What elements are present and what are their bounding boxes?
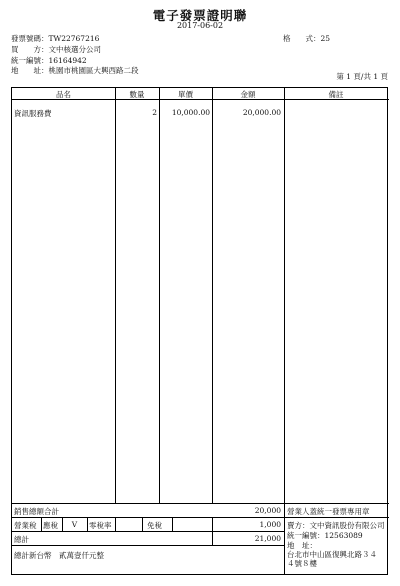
- tax-type-box-divider: [142, 517, 143, 531]
- tax-type-box-divider: [115, 517, 116, 531]
- buyer-address: 地 址：桃園市桃園區大興西路二段: [11, 66, 139, 75]
- column-divider: [159, 88, 160, 503]
- seller-tax-id: 統一編號：12563089: [287, 531, 363, 540]
- column-header-amount: 金額: [240, 90, 256, 99]
- column-divider: [284, 88, 285, 503]
- buyer-name: 買 方：文中核選分公司: [11, 45, 101, 54]
- taxable-check-mark: V: [71, 520, 78, 529]
- column-header-item: 品名: [56, 90, 71, 99]
- subtotal-value: 20,000: [254, 506, 281, 515]
- row-divider: [12, 531, 284, 532]
- row-item-name: 資訊服務費: [14, 109, 52, 118]
- invoice-date: 2017-06-02: [176, 21, 224, 30]
- seller-divider: [284, 517, 389, 518]
- tax-value: 1,000: [259, 520, 281, 529]
- amount-in-words: 總計新台幣 貳萬壹仟元整: [14, 551, 104, 560]
- tax-type-box-divider: [87, 517, 88, 531]
- seller-name: 賣方：文中資訊股份有限公司: [287, 521, 385, 530]
- tax-type-label: 營業稅: [14, 521, 37, 530]
- summary-divider: [12, 503, 389, 504]
- column-header-unit-price: 單價: [178, 90, 193, 99]
- seller-stamp-title: 營業人蓋統一發票專用章: [287, 507, 370, 516]
- invoice-number: 發票號碼：TW22767216: [11, 34, 100, 43]
- row-divider: [12, 517, 284, 518]
- column-header-note: 備註: [328, 90, 344, 99]
- document-title: 電子發票證明聯: [152, 8, 248, 23]
- subtotal-label: 銷售總額合計: [14, 507, 59, 516]
- row-unit-price: 10,000.00: [171, 108, 210, 117]
- row-quantity: 2: [152, 108, 157, 117]
- seller-address-label: 地 址：: [287, 541, 317, 550]
- invoice-table: [11, 87, 388, 575]
- column-divider: [212, 88, 213, 503]
- zero-rate-label: 零稅率: [89, 521, 112, 530]
- invoice-format: 格 式：25: [283, 34, 331, 43]
- tax-type-box-divider: [172, 517, 173, 531]
- page-indicator: 第 1 頁/共 1 頁: [336, 72, 388, 81]
- buyer-tax-id: 統一編號：16164942: [11, 56, 87, 65]
- seller-address: 台北市中山區復興北路３４４號８樓: [287, 550, 377, 568]
- total-label: 總計: [14, 535, 29, 544]
- column-header-qty: 數量: [129, 90, 145, 99]
- tax-type-box-divider: [41, 517, 42, 531]
- seller-column-divider: [284, 503, 285, 575]
- column-divider: [115, 88, 116, 503]
- row-amount: 20,000.00: [242, 108, 281, 117]
- exempt-label: 免稅: [147, 521, 162, 530]
- taxable-label: 應稅: [43, 521, 58, 530]
- total-value: 21,000: [254, 534, 281, 543]
- row-divider: [12, 545, 284, 546]
